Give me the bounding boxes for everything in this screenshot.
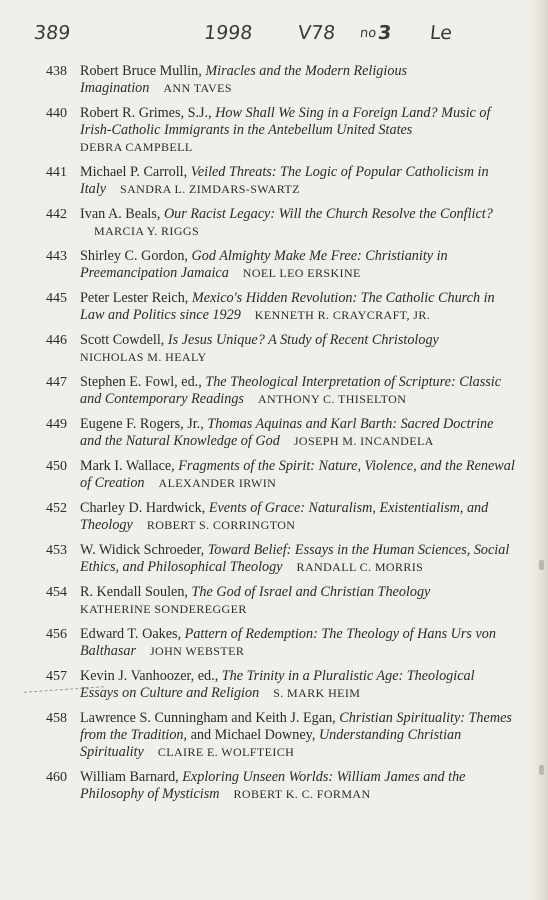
review-entry [46,584,516,618]
page-edge [530,0,548,900]
entry-text [80,668,516,702]
book-title: The Theological Interpretation of Scripture: Classic and Contemporary Readings [80,374,501,407]
page-number: 440 [46,106,67,121]
book-title: How Shall We Sing in a Foreign Land? Music of Irish-Catholic Immigrants in the Antebellum United States [80,105,491,138]
author: Ivan A. Beals, [80,206,161,222]
author: Michael P. Carroll, [80,164,188,180]
page-number: 450 [46,459,67,474]
author: Mark I. Wallace, [80,458,175,474]
review-entry [46,500,516,534]
reviewer-name: ROBERT K. C. FORMAN [233,787,371,801]
review-entry [46,416,516,450]
book-review-list [46,63,516,811]
author: Lawrence S. Cunningham and Keith J. Egan, [80,710,336,726]
review-entry [46,63,516,97]
reviewer-name: MARCIA Y. RIGGS [94,224,200,238]
book-title: Thomas Aquinas and Karl Barth: Sacred Doctrine and the Natural Knowledge of God [80,416,494,449]
author: Stephen E. Fowl, ed., [80,374,202,390]
page-number: 454 [46,585,67,600]
review-entry [46,710,516,761]
author: W. Widick Schroeder, [80,542,205,558]
author: Eugene F. Rogers, Jr., [80,416,204,432]
page-number: 458 [46,711,67,726]
book-title: Toward Belief: Essays in the Human Sciences, Social Ethics, and Philosophical Theology [80,542,510,575]
entry-text [80,374,516,408]
review-entry [46,206,516,240]
author: Charley D. Hardwick, [80,500,206,516]
review-entry [46,626,516,660]
reviewer-name: ANTHONY C. THISELTON [257,392,407,406]
entry-text [80,626,516,660]
page-number: 442 [46,207,67,222]
entry-text [80,206,516,240]
author: Robert R. Grimes, S.J., [80,105,212,121]
reviewer-name: NICHOLAS M. HEALY [80,350,207,364]
hw-issue: 3 [376,22,393,44]
review-entry [46,769,516,803]
author: and Michael Downey, [190,727,316,743]
entry-text [80,500,516,534]
reviewer-name: JOSEPH M. INCANDELA [293,434,434,448]
page-number: 447 [46,375,67,390]
handwritten-annotation [34,22,524,52]
author: Scott Cowdell, [80,332,165,348]
author: Peter Lester Reich, [80,290,189,306]
entry-text [80,416,516,450]
review-entry [46,248,516,282]
edge-mark [539,560,544,570]
reviewer-name: RANDALL C. MORRIS [296,560,424,574]
page-number: 453 [46,543,67,558]
entry-text [80,458,516,492]
reviewer-name: KENNETH R. CRAYCRAFT, JR. [254,308,431,322]
page-number: 452 [46,501,67,516]
review-entry [46,458,516,492]
page-number: 449 [46,417,67,432]
hw-year: 1998 [202,22,254,44]
page-number: 441 [46,165,67,180]
reviewer-name: JOHN WEBSTER [149,644,245,658]
entry-text [80,63,516,97]
book-title: Miracles and the Modern Religious Imagination [80,63,408,96]
page-number: 457 [46,669,67,684]
page-number: 446 [46,333,67,348]
edge-mark [539,765,544,775]
book-title: Fragments of the Spirit: Nature, Violence, and the Renewal of Creation [80,458,515,491]
review-entry [46,105,516,156]
hw-volume: V78 [296,22,337,44]
book-title: Mexico's Hidden Revolution: The Catholic Church in Law and Politics since 1929 [80,290,495,323]
entry-text [80,710,516,761]
reviewer-name: SANDRA L. ZIMDARS-SWARTZ [120,182,300,196]
book-title: Understanding Christian Spirituality [80,727,462,760]
hw-initials: Le [428,22,454,44]
review-entry [46,332,516,366]
reviewer-name: KATHERINE SONDEREGGER [80,602,247,616]
book-title: Our Racist Legacy: Will the Church Resolve the Conflict? [163,206,493,222]
entry-text [80,332,516,366]
hw-number: 389 [32,22,72,44]
hw-no: no [359,26,377,41]
book-title: God Almighty Make Me Free: Christianity in Preemancipation Jamaica [80,248,448,281]
page-number: 443 [46,249,67,264]
page-number: 438 [46,64,67,79]
reviewer-name: ALEXANDER IRWIN [158,476,277,490]
reviewer-name: ROBERT S. CORRINGTON [146,518,296,532]
author: R. Kendall Soulen, [80,584,188,600]
review-entry [46,668,516,702]
author: Shirley C. Gordon, [80,248,188,264]
entry-text [80,164,516,198]
page-number: 445 [46,291,67,306]
author: Robert Bruce Mullin, [80,63,202,79]
book-title: The Trinity in a Pluralistic Age: Theological Essays on Culture and Religion [80,668,475,701]
reviewer-name: ANN TAVES [163,81,232,95]
reviewer-name: DEBRA CAMPBELL [80,140,193,154]
book-title: The God of Israel and Christian Theology [191,584,431,600]
reviewer-name: NOEL LEO ERSKINE [242,266,361,280]
review-entry [46,542,516,576]
review-entry [46,290,516,324]
page-number: 460 [46,770,67,785]
entry-text [80,290,516,324]
review-entry [46,374,516,408]
author: Edward T. Oakes, [80,626,182,642]
entry-text [80,584,516,618]
reviewer-name: CLAIRE E. WOLFTEICH [157,745,295,759]
review-entry [46,164,516,198]
entry-text [80,542,516,576]
book-title: Pattern of Redemption: The Theology of Hans Urs von Balthasar [80,626,496,659]
book-title: Is Jesus Unique? A Study of Recent Christology [167,332,439,348]
author: William Barnard, [80,769,179,785]
entry-text [80,248,516,282]
page-number: 456 [46,627,67,642]
book-title: Exploring Unseen Worlds: William James and the Philosophy of Mysticism [80,769,466,802]
entry-text [80,769,516,803]
book-title: Veiled Threats: The Logic of Popular Catholicism in Italy [80,164,489,197]
author: Kevin J. Vanhoozer, ed., [80,668,219,684]
entry-text [80,105,516,156]
reviewer-name: S. MARK HEIM [273,686,361,700]
book-title: Christian Spirituality: Themes from the Tradition, [80,710,512,743]
book-title: Events of Grace: Naturalism, Existentialism, and Theology [80,500,489,533]
